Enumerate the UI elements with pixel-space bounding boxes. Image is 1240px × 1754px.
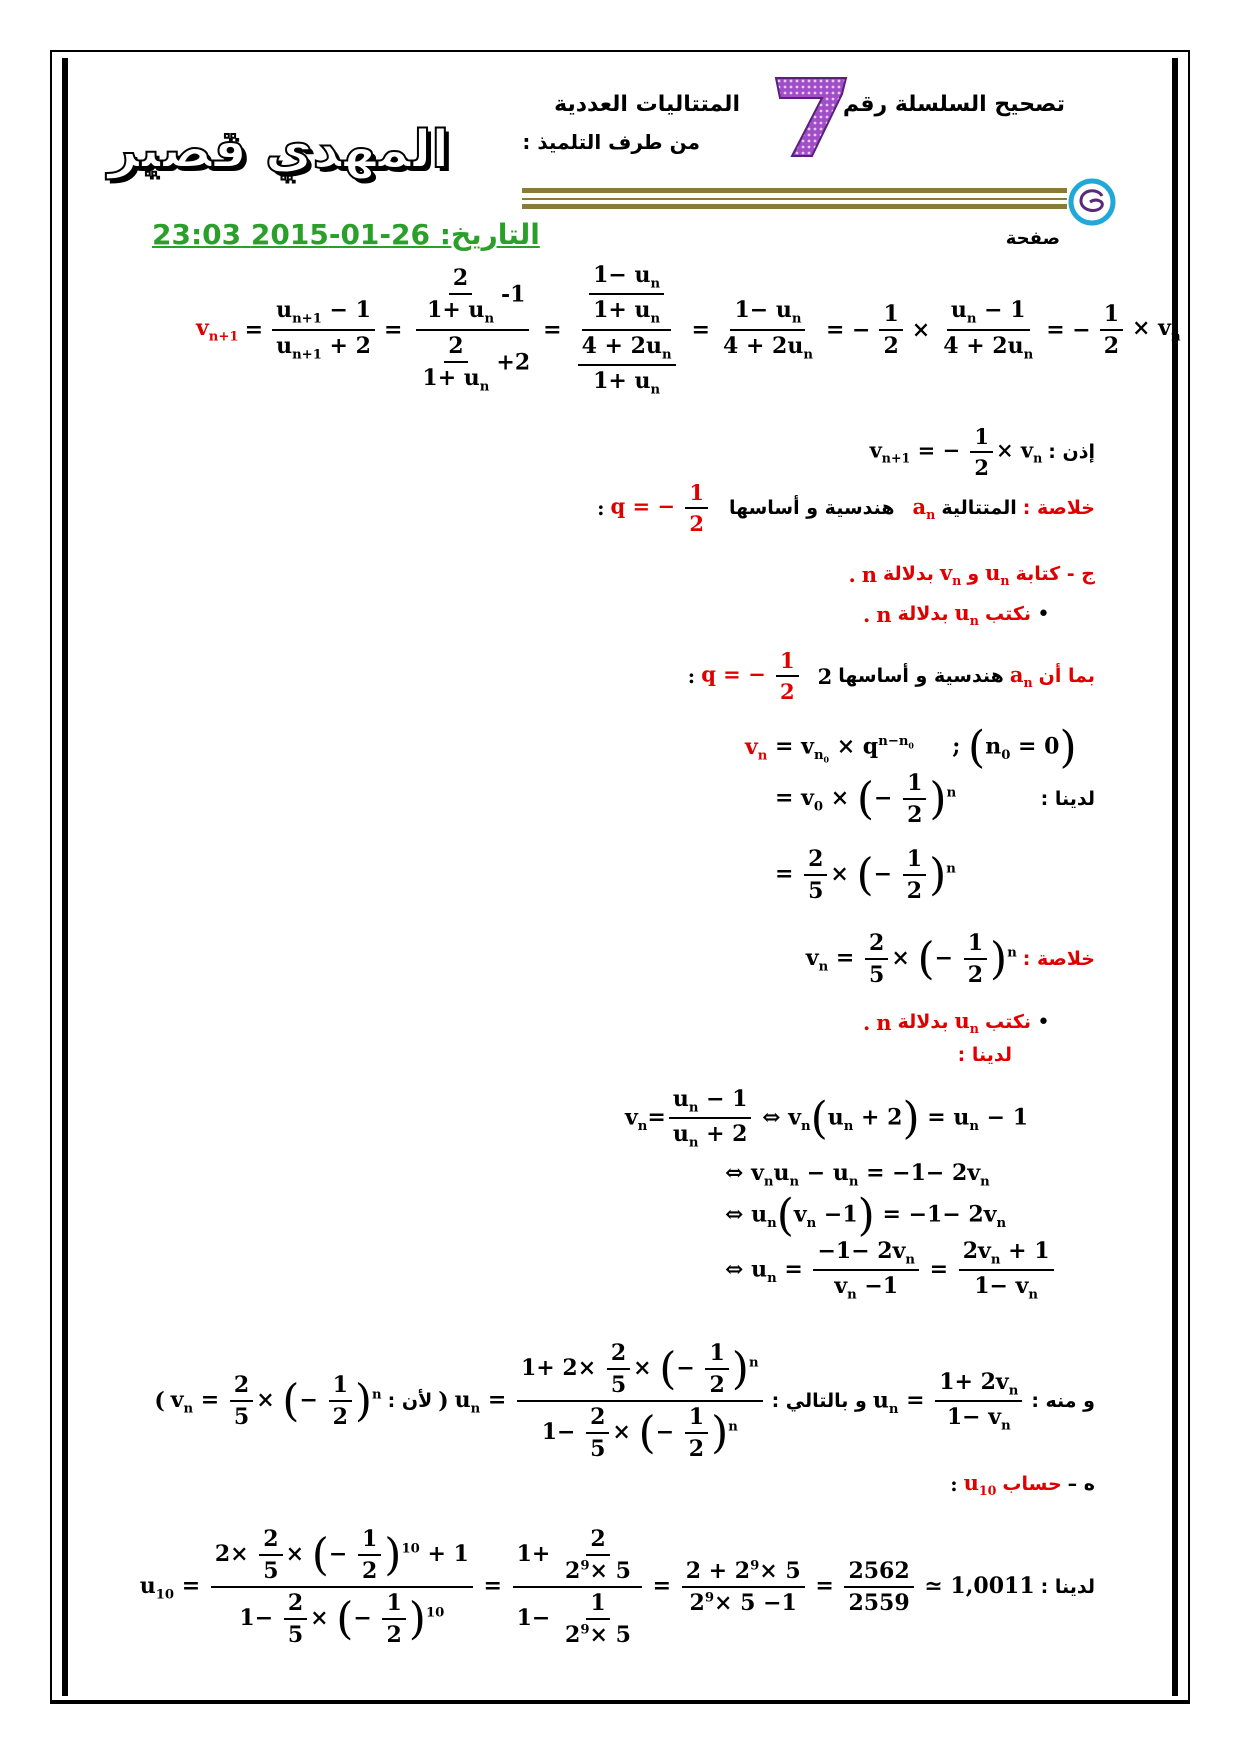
equation-vn1-chain: $v_{n+1}$ = $\frac{u_{n+1} - 1}{u_{n+1} + 2}$ = $\frac{2}{1+ u_n}$ -1 $\frac{2}{1+ u_n}$ +2 = $\frac{\frac{1- u_n}{1+ u_n}}{\frac{4 + 2u_n}{1+ u_n}}$ = $\frac{1- u_n}{4 + 2u_n}$ = − $\frac{1}{2}$ × $\frac{u_n - 1}{4 + 2u_n}$ = − $\frac{1}{2}$ × $v_n$ [196,262,1181,398]
logo-icon [1068,178,1116,226]
header-title: تصحيح السلسلة رقم [842,92,1065,117]
we-have-label-2: لدينا : [957,1044,1012,1066]
vn-general-formula: $v_n = v_{n_0} \times q^{n-n_0}$ ; $(n_0 = 0)$ [745,722,1077,773]
conclusion1-line: خلاصة : المتتالية $a_n$ هندسية و أساسها q = − $\frac{1}{2}$ : [597,480,1095,536]
bullet-vn-line: • نكتب $u_n$ بدلالة n . [862,600,1050,629]
solve-step1: $v_n=$ $\frac{u_n - 1}{u_n + 2}$ ⇔ $v_n(u_n + 2) = u_n - 1$ [625,1086,1029,1151]
thus-un-line: و منه : $u_n$ = $\frac{1+ 2v_n}{1- v_n}$ و بالتالي : $u_n$ = 1+ 2× $\frac{2}{5}$ × (− $\frac{1}{2}$ )$^n$ 1− $\frac{2}{5}$ × (− $\frac{1}{2}$ )$^n$ ( لأن : $v_n$ = $\frac{2}{5}$ × (− $\frac{1}{2}$ )$^n$ ) [154,1340,1095,1462]
therefore-line: إذن : $v_{n+1}$ = − $\frac{1}{2}$ × $v_n$ [869,424,1095,480]
header-subject: المتتاليات العددية [554,92,740,117]
u10-computation: لدينا : $u_{10}$ = 2× $\frac{2}{5}$ × (− $\frac{1}{2}$ )$^{10}$ + 1 1− $\frac{2}{5}$ × (− $\frac{1}{2}$ )$^{10}$ = 1+ $\frac{2}{2^9\times 5}$ 1− $\frac{1}{2^9\times 5}$ = $\frac{2 + 2^9\times 5}{2^9\times 5 -1}$ = $\frac{2562}{2559}$ ≃ 1,0011 [139,1526,1095,1648]
since-line: بما أن $a_n$ هندسية و أساسها 2 q = − $\frac{1}{2}$ : [687,648,1095,704]
header-student-line: من طرف التلميذ : [522,130,700,154]
solve-step4: ⇔ $u_n$ = $\frac{-1- 2v_n}{v_n -1}$ = $\frac{2v_n + 1}{1- v_n}$ [725,1238,1057,1303]
conclusion-vn-line: خلاصة : $v_n$ = $\frac{2}{5}$ × (− $\frac{1}{2}$ )$^n$ [805,930,1095,988]
solve-step2: ⇔ $v_nu_n - u_n = -1- 2v_n$ [725,1160,990,1190]
header-rule-thick-2 [522,204,1067,209]
author-name: المهدي قصير [108,120,450,180]
vn-step1: = $v_0$ × (− $\frac{1}{2}$ )$^n$ [775,770,957,828]
vn-step2: = $\frac{2}{5}$ × (− $\frac{1}{2}$ )$^n$ [775,846,956,904]
we-have-label: لدينا : [1040,788,1095,810]
bottom-rule [50,1700,1190,1703]
section-e-heading: ه – حساب $u_{10}$ : [950,1470,1095,1499]
section-c-heading: ج - كتابة $u_n$ و $v_n$ بدلالة n . [848,560,1095,589]
header-rule-thick [522,188,1067,193]
header-rule-thin [522,198,1067,200]
series-number-badge [770,72,850,160]
page-label: صفحة [1005,228,1060,249]
date-line: التاريخ: 26-01-2015 23:03 [152,218,540,251]
bullet-un-line: • نكتب $u_n$ بدلالة n . [862,1008,1050,1037]
solve-step3: ⇔ $u_n(v_n -1) = -1- 2v_n$ [725,1190,1007,1241]
